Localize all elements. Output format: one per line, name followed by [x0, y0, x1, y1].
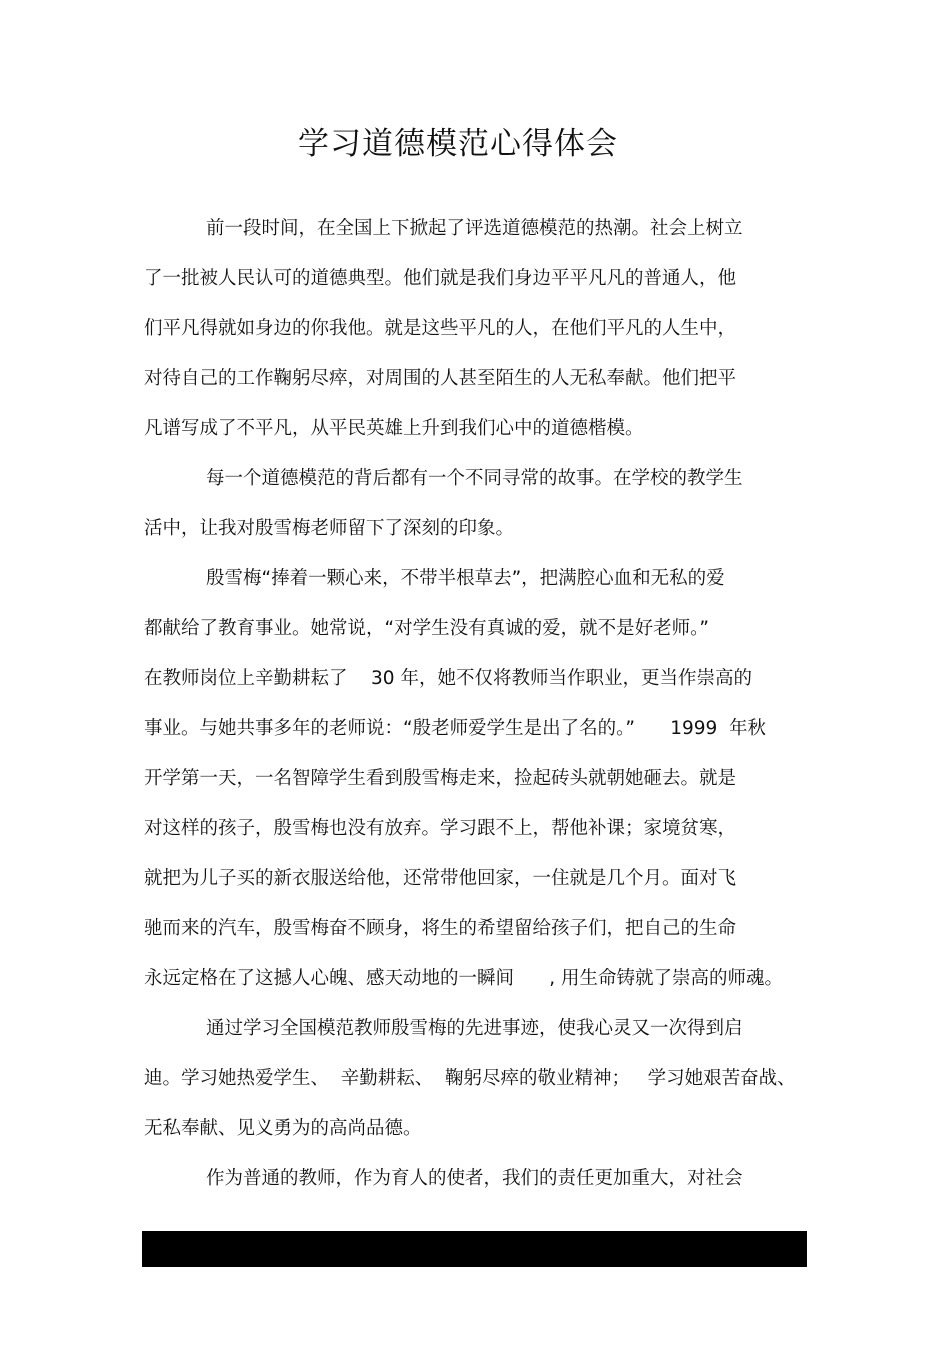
paragraph-5-line-1: 作为普通的教师，作为育人的使者，我们的责任更加重大，对社会 — [206, 1168, 743, 1189]
document-title: 学习道德模范心得体会 — [298, 126, 618, 162]
paragraph-1-line-5: 凡谱写成了不平凡，从平民英雄上升到我们心中的道德楷模。 — [144, 418, 644, 439]
paragraph-1-line-3: 们平凡得就如身边的你我他。就是这些平凡的人，在他们平凡的人生中， — [144, 318, 737, 339]
paragraph-4-line-3: 无私奉献、见义勇为的高尚品德。 — [144, 1118, 422, 1139]
paragraph-2-line-1: 每一个道德模范的背后都有一个不同寻常的故事。在学校的教学生 — [206, 468, 743, 489]
paragraph-3-line-7: 就把为儿子买的新衣服送给他，还常带他回家，一住就是几个月。面对飞 — [144, 868, 737, 889]
paragraph-4-line-1: 通过学习全国模范教师殷雪梅的先进事迹，使我心灵又一次得到启 — [206, 1018, 743, 1039]
paragraph-2-line-2: 活中，让我对殷雪梅老师留下了深刻的印象。 — [144, 518, 515, 539]
paragraph-4-line-2: 迪。学习她热爱学生、 辛勤耕耘、 鞠躬尽瘁的敬业精神； 学习她艰苦奋战、 — [144, 1068, 796, 1089]
footer-black-bar — [142, 1231, 807, 1267]
paragraph-3-line-9: 永远定格在了这撼人心魄、感天动地的一瞬间 , 用生命铸就了崇高的师魂。 — [144, 968, 784, 989]
paragraph-3-line-2: 都献给了教育事业。她常说，“对学生没有真诚的爱，就不是好老师。” — [144, 618, 709, 639]
paragraph-3-line-3: 在教师岗位上辛勤耕耘了 30 年，她不仅将教师当作职业，更当作崇高的 — [144, 668, 752, 689]
paragraph-3-line-5: 开学第一天，一名智障学生看到殷雪梅走来，捡起砖头就朝她砸去。就是 — [144, 768, 737, 789]
paragraph-3-line-4: 事业。与她共事多年的老师说：“殷老师爱学生是出了名的。” 1999 年秋 — [144, 718, 767, 739]
paragraph-1-line-1: 前一段时间，在全国上下掀起了评选道德模范的热潮。社会上树立 — [206, 218, 743, 239]
paragraph-1-line-4: 对待自己的工作鞠躬尽瘁，对周围的人甚至陌生的人无私奉献。他们把平 — [144, 368, 737, 389]
paragraph-3-line-6: 对这样的孩子，殷雪梅也没有放弃。学习跟不上，帮他补课；家境贫寒， — [144, 818, 737, 839]
paragraph-3-line-1: 殷雪梅“捧着一颗心来，不带半根草去”，把满腔心血和无私的爱 — [206, 568, 725, 589]
paragraph-3-line-8: 驰而来的汽车，殷雪梅奋不顾身，将生的希望留给孩子们，把自己的生命 — [144, 918, 737, 939]
paragraph-1-line-2: 了一批被人民认可的道德典型。他们就是我们身边平平凡凡的普通人，他 — [144, 268, 737, 289]
